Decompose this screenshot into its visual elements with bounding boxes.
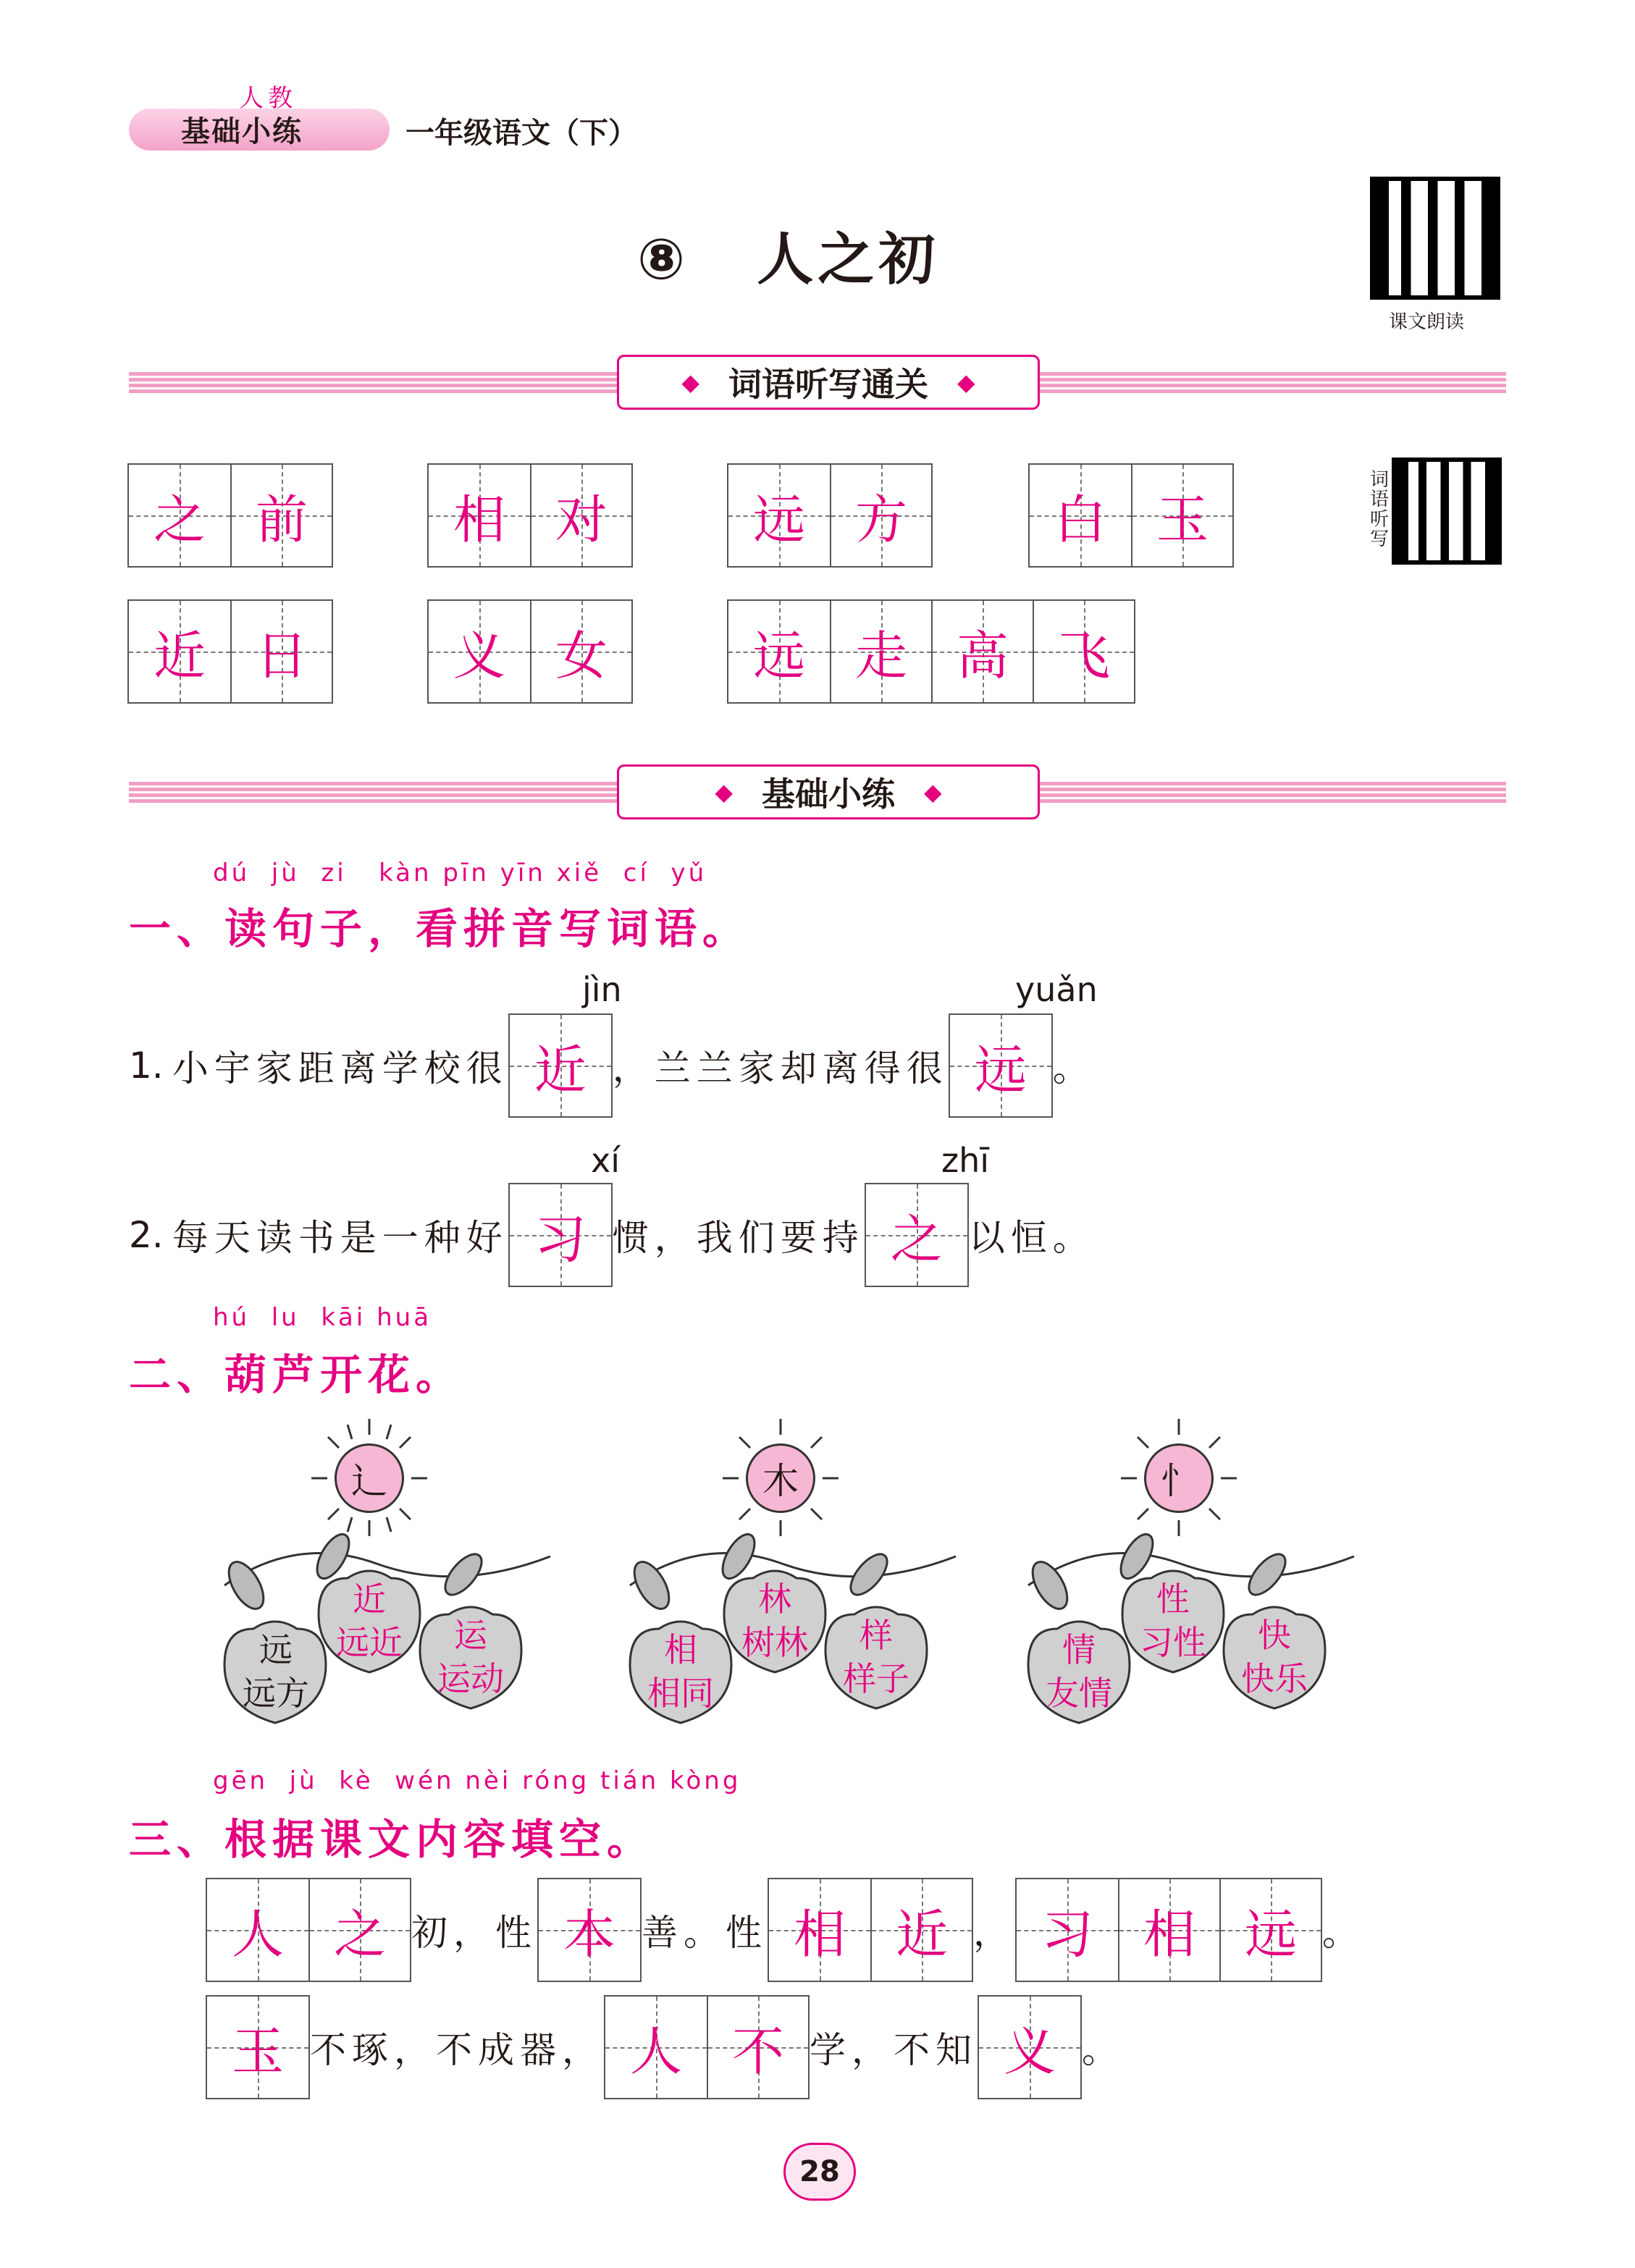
series-title: 基础小练 (181, 115, 303, 148)
gourd-group (1014, 1412, 1419, 1745)
q1-pinyin: dú jù zi kàn pīn yīn xiě cí yǔ (213, 859, 707, 888)
diamond-icon: ◆ (924, 778, 942, 806)
grid-cell: 对 (530, 465, 631, 566)
word-grid (127, 463, 333, 568)
series-publisher: 人教 (239, 84, 297, 113)
section-banner-practice (617, 764, 1040, 819)
q3-pinyin: gēn jù kè wén nèi róng tián kòng (213, 1766, 741, 1795)
gourd: 远 远方 (243, 1630, 309, 1713)
grid-cell: 前 (230, 465, 332, 566)
word-grid (427, 463, 633, 568)
gourd: 性 习性 (1140, 1580, 1206, 1662)
diamond-icon: ◆ (957, 368, 975, 396)
grid-cell: 方 (830, 465, 931, 566)
sentence-text: 小宇家距离学校很 (172, 1047, 508, 1089)
word-grid (727, 599, 1135, 704)
sentence-text: 学，不知 (810, 2029, 978, 2071)
word-grid (1028, 463, 1234, 568)
grid-cell: 远 (728, 601, 830, 702)
gourd: 近 远近 (336, 1580, 403, 1662)
sentence-text: 以恒。 (968, 1217, 1095, 1259)
grid-cell: 女 (530, 601, 631, 702)
answer-box: 习 相 远 (1015, 1878, 1322, 1982)
grid-cell: 近 (129, 601, 230, 702)
sentence-text: 。 (1082, 2029, 1124, 2071)
pinyin-hint: jìn (582, 970, 622, 1009)
q2-pinyin: hú lu kāi huā (213, 1303, 432, 1332)
qr-code-dictation-icon[interactable] (1392, 458, 1502, 565)
sun-radical: 忄 (1144, 1443, 1214, 1513)
pinyin-hint: xí (591, 1141, 621, 1180)
grade-label: 一年级语文（下） (405, 117, 637, 150)
gourd: 样 样子 (843, 1616, 909, 1698)
sentence-text: ， (973, 1912, 1015, 1954)
grid-cell: 白 (1030, 465, 1131, 566)
q1-sentence-2 (129, 1183, 1095, 1287)
grid-cell: 日 (230, 601, 332, 702)
sentence-text: 每天读书是一种好 (172, 1217, 508, 1259)
sentence-text: ，兰兰家却离得很 (612, 1047, 949, 1089)
qr-caption-reading: 课文朗读 (1389, 311, 1465, 333)
grid-cell: 高 (931, 601, 1033, 702)
answer-box: 之 (865, 1183, 969, 1287)
answer-box: 义 (978, 1995, 1082, 2099)
grid-cell: 走 (830, 601, 931, 702)
item-number: 1. (129, 1045, 164, 1087)
qr-code-reading-icon[interactable] (1370, 177, 1500, 300)
pinyin-hint: zhī (941, 1141, 990, 1180)
grid-cell: 飞 (1033, 601, 1134, 702)
diamond-icon: ◆ (681, 368, 699, 396)
gourd: 相 相同 (647, 1630, 714, 1713)
gourd: 林 树林 (741, 1580, 808, 1662)
grid-cell: 远 (728, 465, 830, 566)
section-banner-dictation (617, 355, 1040, 410)
grid-cell: 相 (429, 465, 530, 566)
answer-box: 近 (508, 1013, 613, 1118)
sentence-text: 初，性 (411, 1912, 537, 1954)
section-title: 词语听写通关 (728, 365, 928, 404)
answer-box: 人 不 (604, 1995, 810, 2099)
sun-radical: 辶 (335, 1443, 404, 1513)
gourd-group (210, 1412, 615, 1745)
lesson-title (637, 214, 939, 295)
q1-title: 一、读句子，看拼音写词语。 (129, 904, 751, 953)
lesson-name: 人之初 (757, 227, 940, 292)
q3-line-1 (206, 1878, 1364, 1982)
q3-line-2 (206, 1995, 1124, 2099)
gourd: 情 友情 (1046, 1630, 1112, 1713)
gourd: 运 运动 (437, 1616, 504, 1698)
word-grid (127, 599, 333, 704)
page-number: 28 (783, 2143, 856, 2201)
sentence-text: 惯，我们要持 (612, 1217, 865, 1259)
gourd-group (615, 1412, 1021, 1745)
grid-cell: 玉 (1131, 465, 1232, 566)
answer-box: 习 (508, 1183, 613, 1287)
answer-box: 远 (949, 1013, 1053, 1118)
word-grid (727, 463, 933, 568)
sentence-text: 不琢，不成器， (310, 2029, 604, 2071)
gourd: 快 快乐 (1241, 1616, 1308, 1698)
sentence-text: 。 (1052, 1047, 1095, 1089)
sun-radical: 木 (746, 1443, 815, 1513)
answer-box: 玉 (206, 1995, 310, 2099)
q2-title: 二、葫芦开花。 (129, 1350, 464, 1399)
grid-cell: 之 (129, 465, 230, 566)
sentence-text: 善。性 (642, 1912, 768, 1954)
diamond-icon: ◆ (715, 778, 733, 806)
word-grid (427, 599, 633, 704)
qr-caption-dictation: 词语听写 (1370, 469, 1390, 550)
q1-sentence-1 (129, 1013, 1095, 1118)
pinyin-hint: yuǎn (1015, 970, 1098, 1009)
answer-box: 人 之 (206, 1878, 411, 1982)
grid-cell: 义 (429, 601, 530, 702)
answer-box: 相 近 (768, 1878, 973, 1982)
lesson-number: ⑧ (637, 227, 690, 292)
q3-title: 三、根据课文内容填空。 (129, 1815, 655, 1864)
section-title: 基础小练 (762, 775, 895, 814)
item-number: 2. (129, 1214, 164, 1256)
answer-box: 本 (537, 1878, 642, 1982)
sentence-text: 。 (1322, 1912, 1364, 1954)
